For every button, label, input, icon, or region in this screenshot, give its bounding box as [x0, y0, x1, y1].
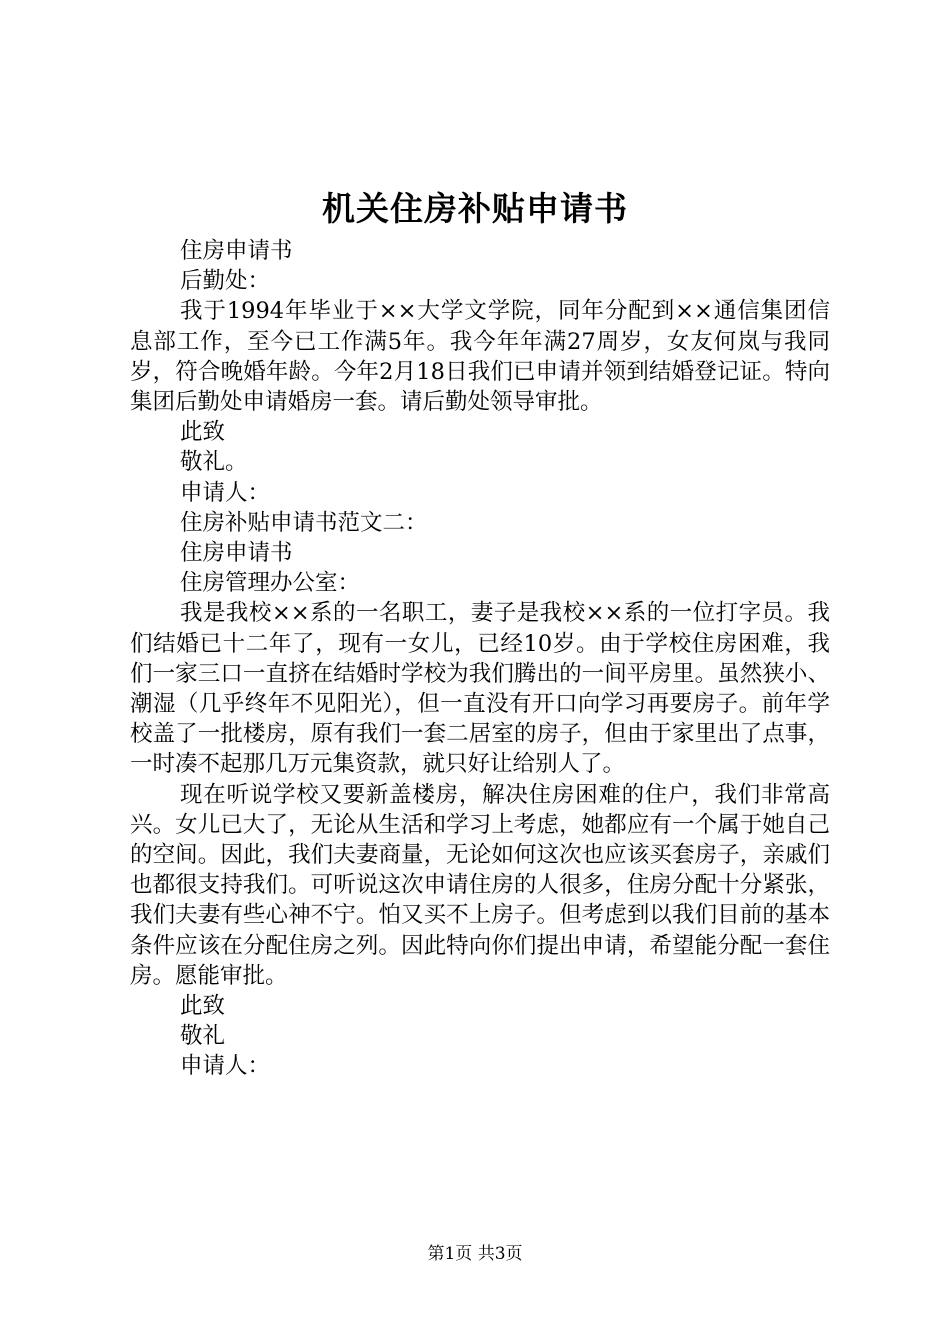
- recipient-line: 后勤处：: [180, 268, 271, 295]
- recipient-line: 住房管理办公室：: [180, 570, 361, 597]
- closing-line: 此致: [180, 419, 226, 446]
- applicant-line: 申请人：: [180, 479, 271, 506]
- heading-line: 住房申请书: [180, 540, 293, 567]
- body-paragraph: 现在听说学校又要新盖楼房，解决住房困难的住户，我们非常高兴。女儿已大了，无论从生活和学习上考虑，她都应有一个属于她自己的空间。因此，我们夫妻商量，无论如何这次也应该买套房子，亲戚们也都很支持我们。可听说这次申请住房的人很多，住房分配十分紧张，我们夫妻有些心神不宁。怕又买不上房子。但考虑到以我们目前的基本条件应该在分配住房之列。因此特向你们提出申请，希望能分配一套住房。愿能审批。: [130, 781, 830, 989]
- document-title: 机关住房补贴申请书: [322, 189, 628, 228]
- body-paragraph: 我是我校××系的一名职工，妻子是我校××系的一位打字员。我们结婚已十二年了，现有一女儿，已经10岁。由于学校住房困难，我们一家三口一直挤在结婚时学校为我们腾出的一间平房里。虽然狭小、潮湿（几乎终年不见阳光），但一直没有开口向学习再要房子。前年学校盖了一批楼房，原有我们一套二居室的房子，但由于家里出了点事，一时凑不起那几万元集资款，就只好让给别人了。: [130, 600, 830, 778]
- body-paragraph: 我于1994年毕业于××大学文学院，同年分配到××通信集团信息部工作，至今已工作满5年。我今年年满27周岁，女友何岚与我同岁，符合晚婚年龄。今年2月18日我们已申请并领到结婚登记证。特向集团后勤处申请婚房一套。请后勤处领导审批。: [130, 298, 830, 416]
- closing-line: 敬礼。: [180, 449, 248, 476]
- sample-heading-line: 住房补贴申请书范文二：: [180, 509, 428, 536]
- closing-line: 此致: [180, 993, 226, 1020]
- applicant-line: 申请人：: [180, 1053, 271, 1080]
- heading-line: 住房申请书: [180, 238, 293, 264]
- document-body: [130, 236, 830, 1082]
- closing-line: 敬礼: [180, 1023, 226, 1050]
- page-number-footer: 第1页 共3页: [427, 1244, 523, 1264]
